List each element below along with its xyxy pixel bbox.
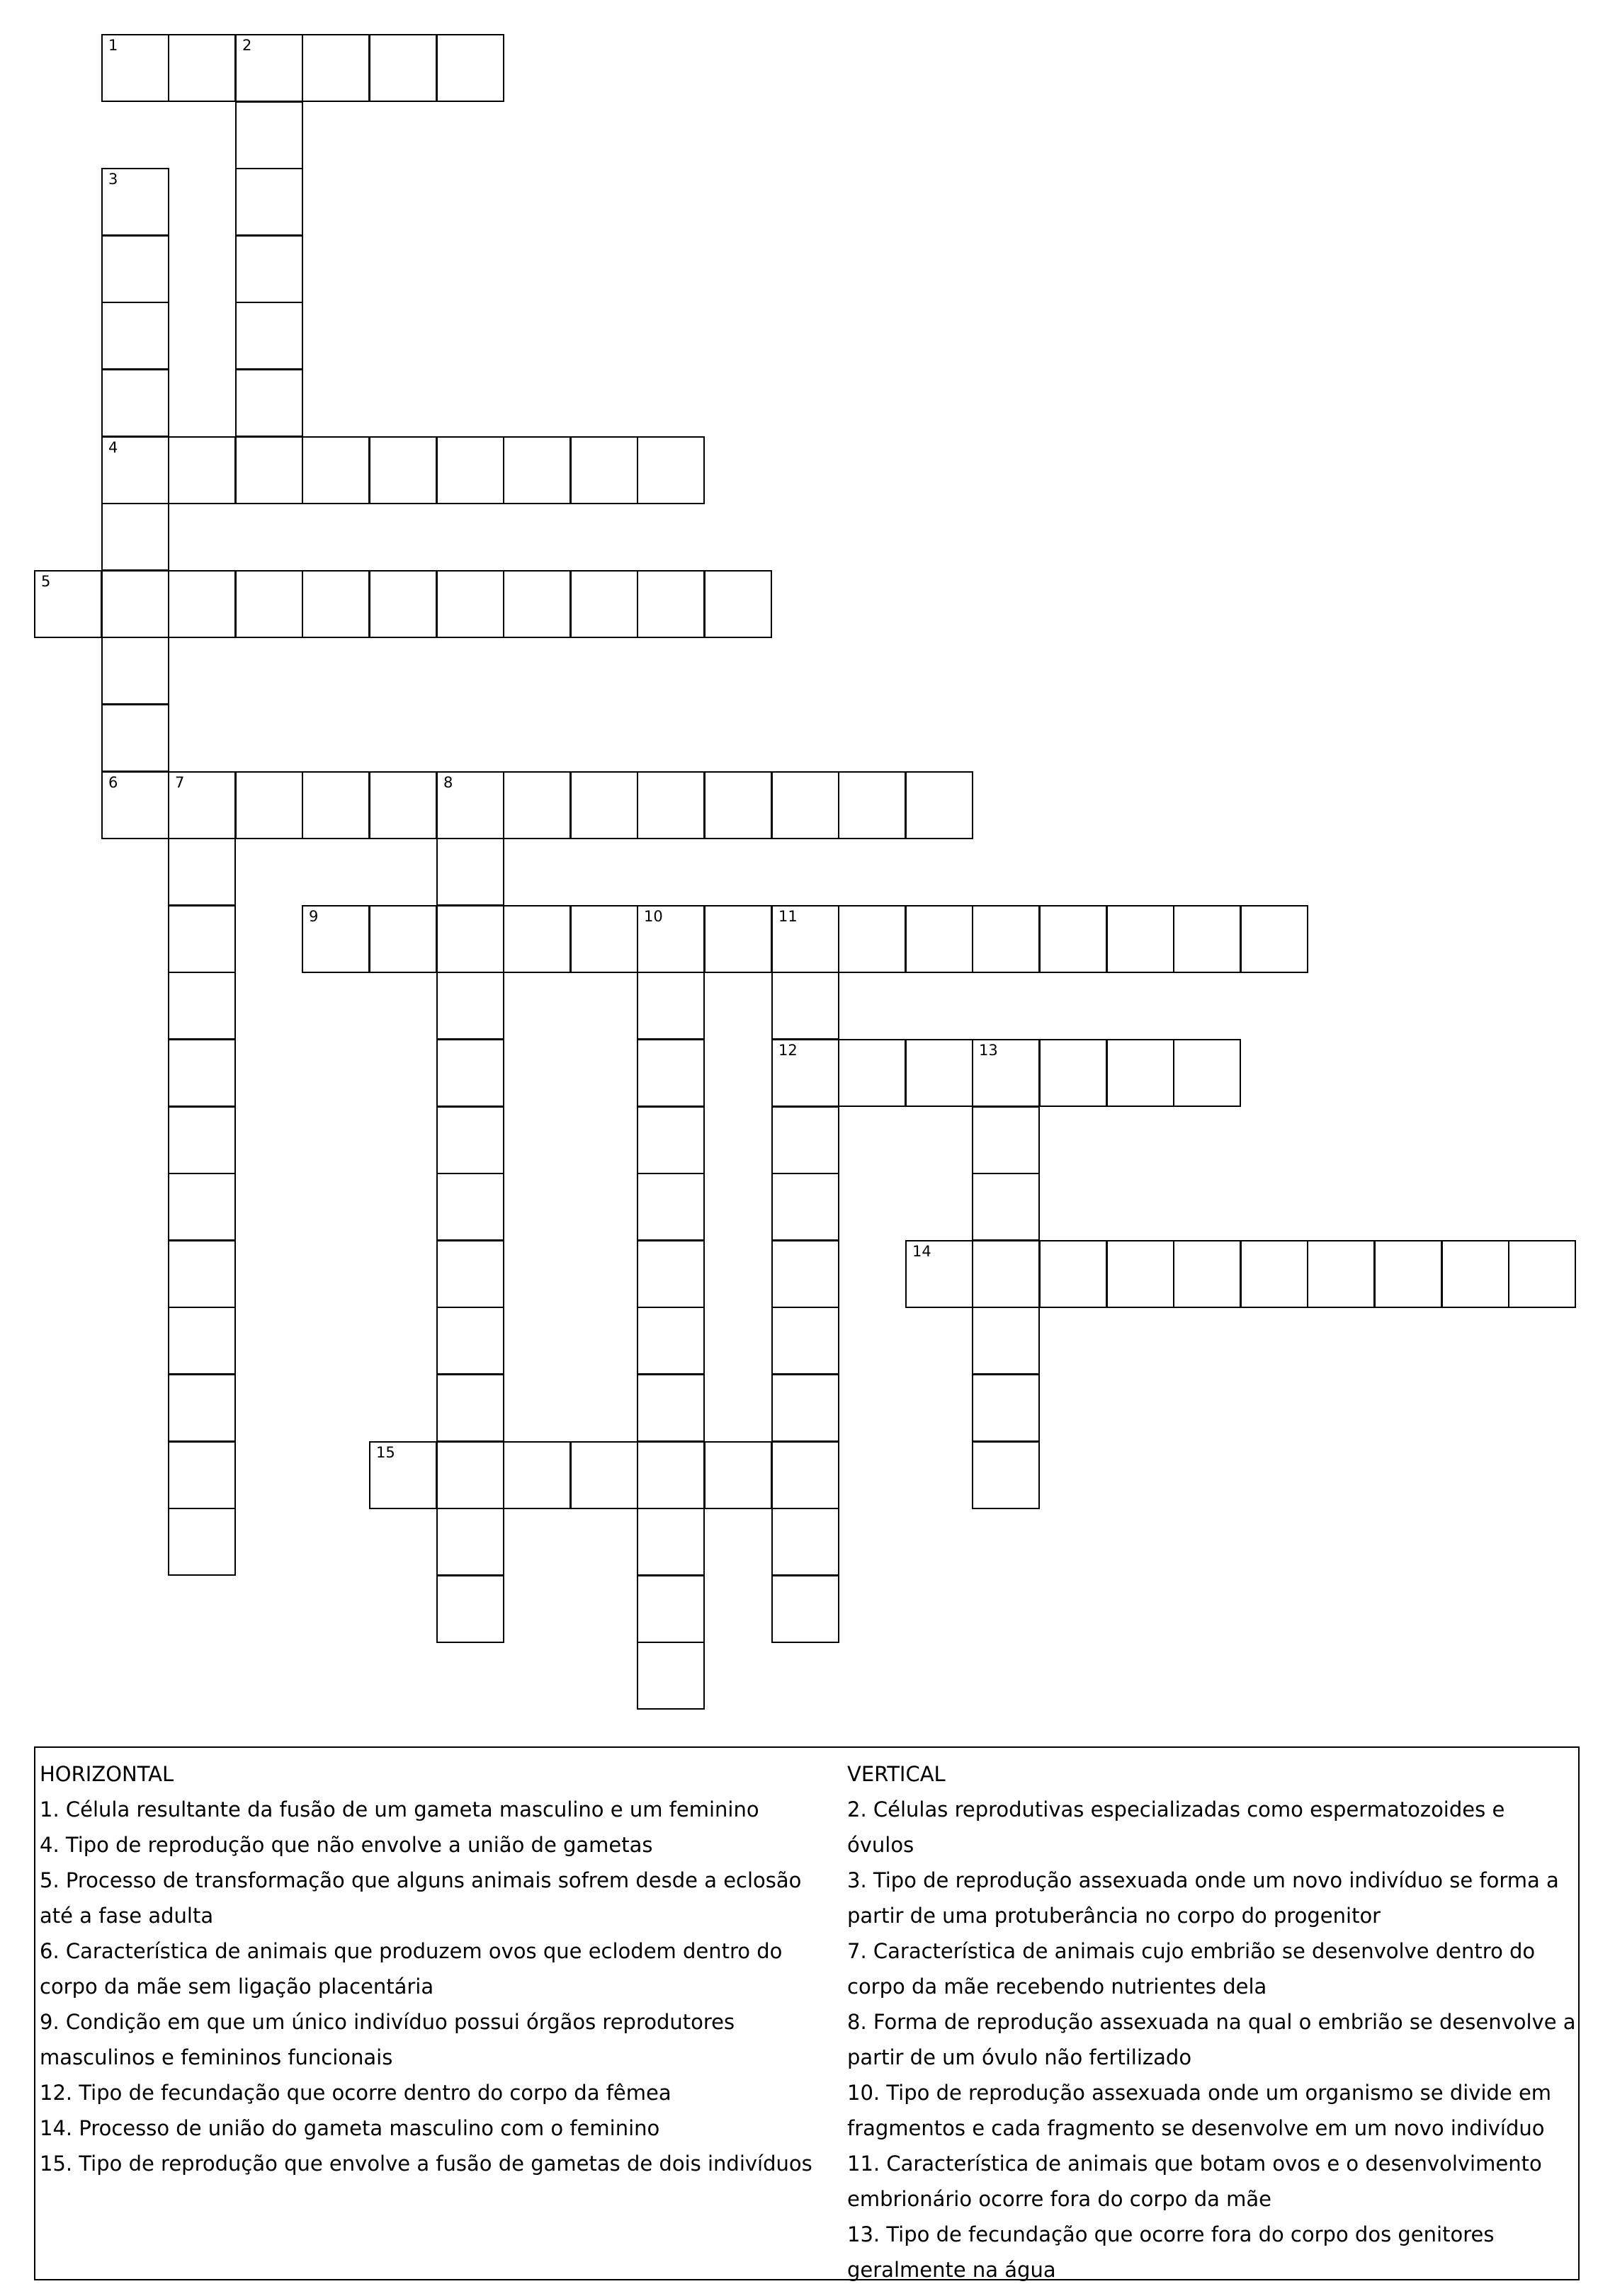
grid-cell[interactable] [838, 1039, 906, 1107]
grid-cell[interactable] [436, 1173, 504, 1241]
clue-number: 7 [175, 774, 185, 791]
clue-down-13: 13. Tipo de fecundação que ocorre fora do corpo dos genitores geralmente na água [847, 2222, 1495, 2282]
clues-box [34, 1746, 1580, 2280]
grid-cell[interactable] [101, 436, 169, 504]
grid-cell[interactable] [570, 436, 638, 504]
clue-number: 2 [242, 37, 252, 54]
clue-across-1: 1. Célula resultante da fusão de um gameta masculino e um feminino [40, 1797, 759, 1822]
grid-cell[interactable] [1374, 1240, 1442, 1308]
grid-cell[interactable] [1240, 1240, 1308, 1308]
grid-cell[interactable] [369, 1441, 437, 1509]
grid-cell[interactable] [771, 771, 839, 839]
grid-cell[interactable] [436, 1441, 504, 1509]
grid-cell[interactable] [168, 1039, 236, 1107]
grid-cell[interactable] [436, 972, 504, 1040]
clue-down-11: 11. Característica de animais que botam ovos e o desenvolvimento embrionário ocorre fora do corpo da mãe [847, 2152, 1542, 2211]
grid-cell[interactable] [101, 302, 169, 370]
grid-cell[interactable] [168, 1106, 236, 1174]
grid-cell[interactable] [436, 1307, 504, 1375]
grid-cell[interactable] [972, 1441, 1040, 1509]
grid-cell[interactable] [771, 1106, 839, 1174]
clue-number: 5 [41, 573, 51, 590]
grid-cell[interactable] [1106, 905, 1174, 973]
grid-cell[interactable] [369, 436, 437, 504]
grid-cell[interactable] [436, 1039, 504, 1107]
grid-cell[interactable] [637, 1642, 705, 1710]
clue-number: 12 [778, 1042, 798, 1059]
grid-cell[interactable] [436, 570, 504, 638]
grid-cell[interactable] [905, 1240, 973, 1308]
grid-cell[interactable] [369, 34, 437, 102]
clue-across-5: 5. Processo de transformação que alguns animais sofrem desde a eclosão até a fase adulta [40, 1868, 802, 1928]
clue-across-12: 12. Tipo de fecundação que ocorre dentro do corpo da fêmea [40, 2081, 672, 2105]
grid-cell[interactable] [570, 1441, 638, 1509]
clue-down-8: 8. Forma de reprodução assexuada na qual o embrião se desenvolve a partir de um óvulo não fertilizado [847, 2010, 1576, 2069]
horizontal-clues-column [40, 1756, 832, 2181]
grid-cell[interactable] [771, 1039, 839, 1107]
grid-cell[interactable] [771, 1575, 839, 1643]
clue-down-2: 2. Células reprodutivas especializadas como espermatozoides e óvulos [847, 1797, 1505, 1857]
grid-cell[interactable] [637, 1240, 705, 1308]
grid-cell[interactable] [436, 1106, 504, 1174]
grid-cell[interactable] [637, 771, 705, 839]
grid-cell[interactable] [637, 1508, 705, 1576]
grid-cell[interactable] [637, 570, 705, 638]
grid-cell[interactable] [637, 905, 705, 973]
grid-cell[interactable] [771, 1240, 839, 1308]
grid-cell[interactable] [101, 235, 169, 303]
grid-cell[interactable] [1508, 1240, 1576, 1308]
grid-cell[interactable] [972, 1240, 1040, 1308]
grid-cell[interactable] [168, 1374, 236, 1442]
vertical-heading: VERTICAL [847, 1762, 946, 1786]
grid-cell[interactable] [168, 1508, 236, 1576]
grid-cell[interactable] [1039, 1039, 1107, 1107]
clue-down-3: 3. Tipo de reprodução assexuada onde um novo indivíduo se forma a partir de uma protuberância no corpo do progenitor [847, 1868, 1559, 1928]
grid-cell[interactable] [503, 771, 571, 839]
grid-cell[interactable] [637, 1575, 705, 1643]
grid-cell[interactable] [838, 771, 906, 839]
grid-cell[interactable] [235, 235, 303, 303]
grid-cell[interactable] [436, 771, 504, 839]
grid-cell[interactable] [905, 771, 973, 839]
grid-cell[interactable] [1106, 1240, 1174, 1308]
clue-number: 10 [644, 908, 663, 925]
grid-cell[interactable] [1307, 1240, 1375, 1308]
vertical-clues-column [847, 1756, 1577, 2288]
grid-cell[interactable] [704, 570, 772, 638]
clue-down-7: 7. Característica de animais cujo embrião se desenvolve dentro do corpo da mãe recebendo nutrientes dela [847, 1939, 1536, 1999]
grid-cell[interactable] [637, 1441, 705, 1509]
grid-cell[interactable] [1039, 905, 1107, 973]
grid-cell[interactable] [436, 1508, 504, 1576]
clue-number: 4 [108, 439, 118, 456]
grid-cell[interactable] [637, 436, 705, 504]
grid-cell[interactable] [503, 570, 571, 638]
grid-cell[interactable] [1173, 1240, 1241, 1308]
grid-cell[interactable] [704, 771, 772, 839]
grid-cell[interactable] [972, 1173, 1040, 1241]
grid-cell[interactable] [905, 1039, 973, 1107]
grid-cell[interactable] [168, 34, 236, 102]
grid-cell[interactable] [972, 1039, 1040, 1107]
grid-cell[interactable] [503, 1441, 571, 1509]
grid-cell[interactable] [302, 34, 370, 102]
grid-cell[interactable] [771, 972, 839, 1040]
grid-cell[interactable] [235, 436, 303, 504]
grid-cell[interactable] [771, 1173, 839, 1241]
grid-cell[interactable] [771, 1508, 839, 1576]
grid-cell[interactable] [168, 905, 236, 973]
grid-cell[interactable] [101, 168, 169, 236]
horizontal-heading: HORIZONTAL [40, 1762, 174, 1786]
grid-cell[interactable] [168, 570, 236, 638]
grid-cell[interactable] [1106, 1039, 1174, 1107]
grid-cell[interactable] [235, 771, 303, 839]
grid-cell[interactable] [168, 838, 236, 906]
clue-across-14: 14. Processo de união do gameta masculino com o feminino [40, 2116, 660, 2140]
grid-cell[interactable] [436, 34, 504, 102]
clue-number: 13 [979, 1042, 998, 1059]
grid-cell[interactable] [838, 905, 906, 973]
clue-number: 14 [912, 1243, 931, 1260]
grid-cell[interactable] [34, 570, 102, 638]
grid-cell[interactable] [235, 302, 303, 370]
clue-across-4: 4. Tipo de reprodução que não envolve a união de gametas [40, 1833, 653, 1857]
grid-cell[interactable] [101, 369, 169, 437]
grid-cell[interactable] [168, 1441, 236, 1509]
grid-cell[interactable] [101, 34, 169, 102]
grid-cell[interactable] [235, 168, 303, 236]
grid-cell[interactable] [302, 436, 370, 504]
grid-cell[interactable] [1173, 1039, 1241, 1107]
clue-number: 1 [108, 37, 118, 54]
grid-cell[interactable] [503, 905, 571, 973]
clue-across-9: 9. Condição em que um único indivíduo possui órgãos reprodutores masculinos e femininos funcionais [40, 2010, 735, 2069]
grid-cell[interactable] [302, 771, 370, 839]
grid-cell[interactable] [436, 1374, 504, 1442]
grid-cell[interactable] [704, 1441, 772, 1509]
grid-cell[interactable] [637, 1039, 705, 1107]
grid-cell[interactable] [101, 570, 169, 638]
grid-cell[interactable] [972, 1374, 1040, 1442]
grid-cell[interactable] [637, 1374, 705, 1442]
grid-cell[interactable] [101, 637, 169, 705]
grid-cell[interactable] [168, 1173, 236, 1241]
clue-number: 9 [309, 908, 319, 925]
clue-down-10: 10. Tipo de reprodução assexuada onde um organismo se divide em fragmentos e cada fragmento se desenvolve em um novo indivíduo [847, 2081, 1552, 2140]
grid-cell[interactable] [972, 905, 1040, 973]
clue-across-15: 15. Tipo de reprodução que envolve a fusão de gametas de dois indivíduos [40, 2152, 812, 2176]
grid-cell[interactable] [1039, 1240, 1107, 1308]
clue-number: 3 [108, 171, 118, 188]
grid-cell[interactable] [637, 1106, 705, 1174]
grid-cell[interactable] [771, 1441, 839, 1509]
grid-cell[interactable] [436, 905, 504, 973]
grid-cell[interactable] [168, 436, 236, 504]
grid-cell[interactable] [168, 1240, 236, 1308]
clue-number: 8 [443, 774, 453, 791]
grid-cell[interactable] [235, 34, 303, 102]
grid-cell[interactable] [771, 1374, 839, 1442]
grid-cell[interactable] [101, 704, 169, 772]
grid-cell[interactable] [369, 905, 437, 973]
grid-cell[interactable] [972, 1307, 1040, 1375]
grid-cell[interactable] [570, 570, 638, 638]
grid-cell[interactable] [771, 1307, 839, 1375]
grid-cell[interactable] [436, 1575, 504, 1643]
grid-cell[interactable] [436, 1240, 504, 1308]
grid-cell[interactable] [369, 570, 437, 638]
grid-cell[interactable] [704, 905, 772, 973]
clue-number: 6 [108, 774, 118, 791]
grid-cell[interactable] [235, 369, 303, 437]
grid-cell[interactable] [570, 771, 638, 839]
clue-across-6: 6. Característica de animais que produzem ovos que eclodem dentro do corpo da mãe sem ligação placentária [40, 1939, 783, 1999]
grid-cell[interactable] [1173, 905, 1241, 973]
grid-cell[interactable] [570, 905, 638, 973]
grid-cell[interactable] [168, 771, 236, 839]
grid-cell[interactable] [905, 905, 973, 973]
grid-cell[interactable] [168, 1307, 236, 1375]
grid-cell[interactable] [637, 972, 705, 1040]
grid-cell[interactable] [235, 101, 303, 169]
grid-cell[interactable] [637, 1307, 705, 1375]
grid-cell[interactable] [436, 436, 504, 504]
clue-number: 15 [376, 1444, 395, 1461]
grid-cell[interactable] [637, 1173, 705, 1241]
clue-number: 11 [778, 908, 798, 925]
grid-cell[interactable] [101, 503, 169, 571]
grid-cell[interactable] [235, 570, 303, 638]
grid-cell[interactable] [101, 771, 169, 839]
grid-cell[interactable] [302, 905, 370, 973]
grid-cell[interactable] [302, 570, 370, 638]
grid-cell[interactable] [369, 771, 437, 839]
grid-cell[interactable] [972, 1106, 1040, 1174]
grid-cell[interactable] [771, 905, 839, 973]
grid-cell[interactable] [1441, 1240, 1509, 1308]
grid-cell[interactable] [436, 838, 504, 906]
grid-cell[interactable] [503, 436, 571, 504]
grid-cell[interactable] [1240, 905, 1308, 973]
grid-cell[interactable] [168, 972, 236, 1040]
